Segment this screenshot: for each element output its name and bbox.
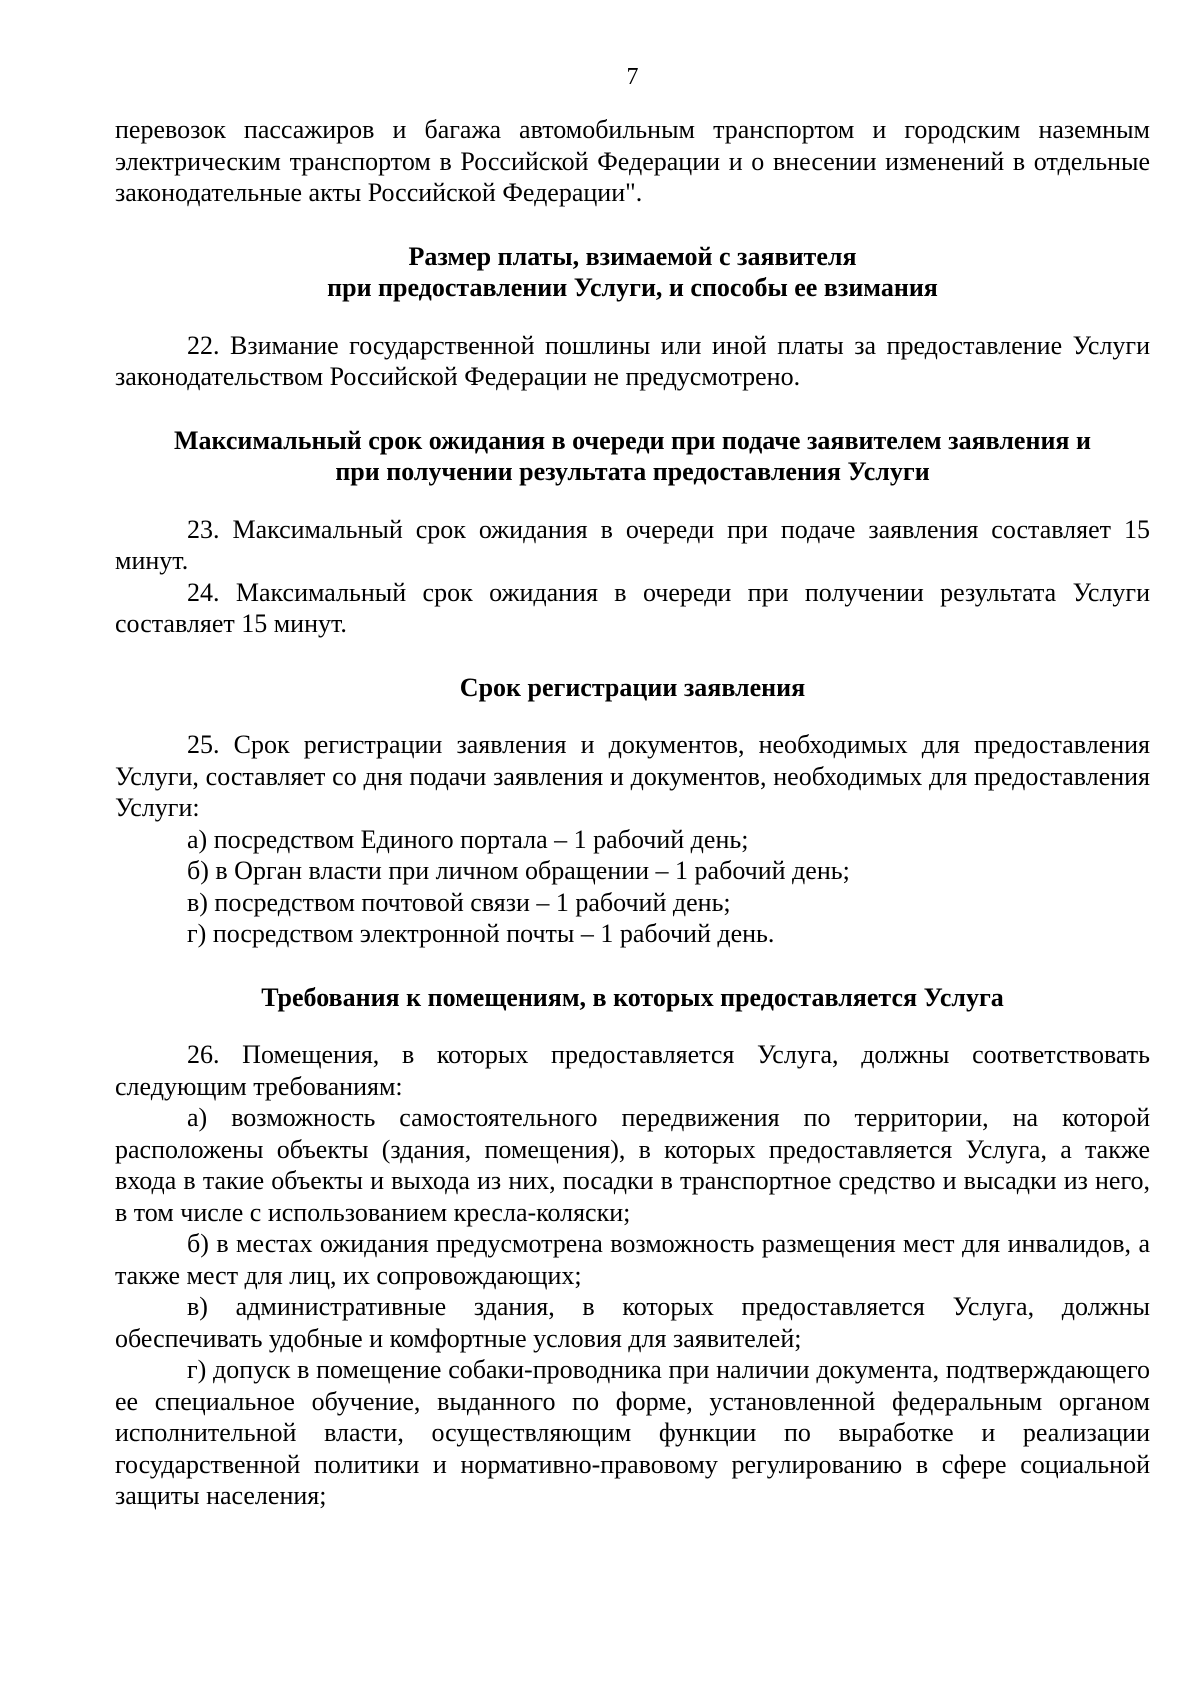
intro-paragraph: перевозок пассажиров и багажа автомобильным транспортом и городским наземным электрическим транспортом в Российской Федерации и о внесении изменений в отдельные законодательные акты Российской Федерации". [115, 115, 1150, 207]
section-fee-heading [115, 241, 1150, 304]
document-page [115, 62, 1150, 1512]
paragraph-25: 25. Срок регистрации заявления и документов, необходимых для предоставления Услуги, составляет со дня подачи заявления и документов, необходимых для предоставления Услуги: [115, 730, 1150, 822]
section-queue-heading-line2: при получении результата предоставления Услуги [335, 457, 930, 486]
section-premises-heading: Требования к помещениям, в которых предоставляется Услуга [261, 982, 1004, 1012]
list-item-25b: б) в Орган власти при личном обращении – 1 рабочий день; [187, 856, 850, 885]
list-item-26g: г) допуск в помещение собаки-проводника при наличии документа, подтверждающего ее специальное обучение, выданного по форме, установленной федеральным органом исполнительной власти, осуществляющим функции по выработке и реализации государственной политики и нормативно-правовому регулированию в сфере социальной защиты населения; [115, 1355, 1150, 1510]
section-queue-heading-line1: Максимальный срок ожидания в очереди при подаче заявителем заявления и [174, 425, 1091, 455]
section-registration-heading: Срок регистрации заявления [459, 672, 806, 702]
section-queue-heading [115, 425, 1150, 488]
paragraph-22: 22. Взимание государственной пошлины или иной платы за предоставление Услуги законодательством Российской Федерации не предусмотрено. [115, 330, 1150, 391]
list-item-26b: б) в местах ожидания предусмотрена возможность размещения мест для инвалидов, а также мест для лиц, их сопровождающих; [115, 1229, 1150, 1290]
page-number: 7 [626, 64, 639, 90]
paragraph-23: 23. Максимальный срок ожидания в очереди при подаче заявления составляет 15 минут. [115, 514, 1150, 575]
section-fee-heading-line1: Размер платы, взимаемой с заявителя [408, 241, 857, 271]
list-item-25a: а) посредством Единого портала – 1 рабочий день; [187, 824, 749, 854]
section-fee-heading-line2: при предоставлении Услуги, и способы ее взимания [327, 273, 938, 302]
paragraph-26: 26. Помещения, в которых предоставляется Услуга, должны соответствовать следующим требованиям: [115, 1040, 1150, 1101]
list-item-25v: в) посредством почтовой связи – 1 рабочий день; [187, 887, 731, 917]
list-item-26a: а) возможность самостоятельного передвижения по территории, на которой расположены объекты (здания, помещения), в которых предоставляется Услуга, а также входа в такие объекты и выхода из них, посадки в транспортное средство и высадки из него, в том числе с использованием кресла-коляски; [115, 1103, 1150, 1227]
list-item-25g: г) посредством электронной почты – 1 рабочий день. [187, 919, 775, 948]
paragraph-24: 24. Максимальный срок ожидания в очереди при получении результата Услуги составляет 15 минут. [115, 577, 1150, 638]
list-item-26v: в) административные здания, в которых предоставляется Услуга, должны обеспечивать удобные и комфортные условия для заявителей; [115, 1292, 1150, 1353]
